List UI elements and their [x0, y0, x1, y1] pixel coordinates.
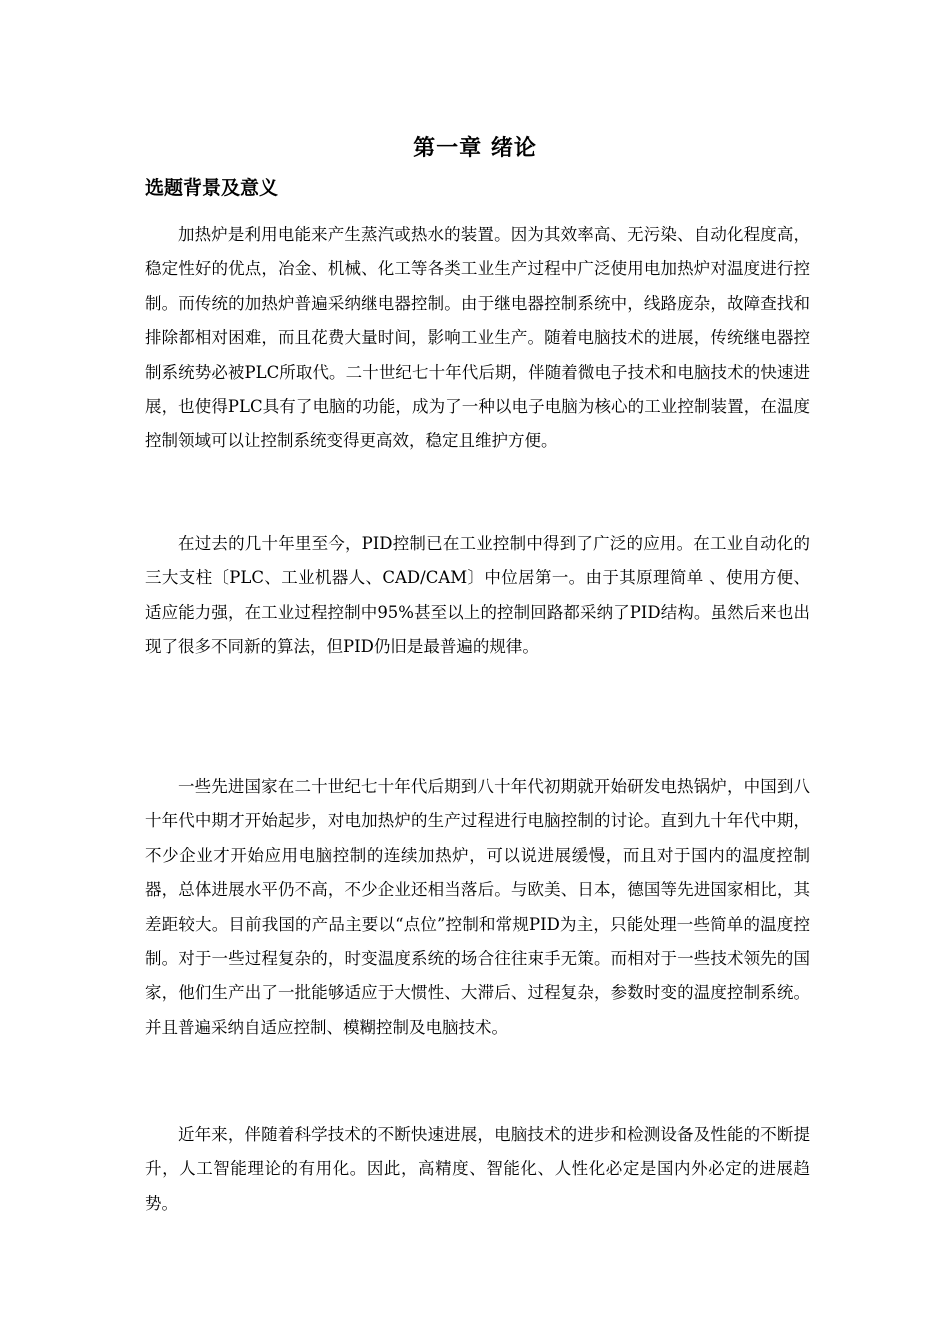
- paragraph-development-trend: 近年来，伴随着科学技术的不断快速进展，电脑技术的进步和检测设备及性能的不断提升，人工智能理论的有用化。因此，高精度、智能化、人性化必定是国内外必定的进展趋势。: [145, 1125, 810, 1213]
- section-heading: 选题背景及意义: [145, 177, 279, 199]
- paragraph-domestic-status: 一些先进国家在二十世纪七十年代后期到八十年代初期就开始研发电热锅炉，中国到八十年代中期才开始起步，对电加热炉的生产过程进行电脑控制的讨论。直到九十年代中期，不少企业才开始应用电脑控制的连续加热炉，可以说进展缓慢，而且对于国内的温度控制器，总体进展水平仍不高，不少企业还相当落后。与欧美、日本，德国等先进国家相比，其差距较大。目前我国的产品主要以“点位”控制和常规PID为主，只能处理一些简单的温度控制。对于一些过程复杂的，时变温度系统的场合往往束手无策。而相对于一些技术领先的国家，他们生产出了一批能够适应于大惯性、大滞后、过程复杂，参数时变的温度控制系统。并且普遍采纳自适应控制、模糊控制及电脑技术。: [145, 777, 810, 1037]
- chapter-title: 第一章 绪论: [413, 136, 537, 161]
- paragraph-pid-control: 在过去的几十年里至今，PID控制已在工业控制中得到了广泛的应用。在工业自动化的三大支柱〔PLC、工业机器人、CAD/CAM〕中位居第一。由于其原理简单 、使用方便、适应能力强，在工业过程控制中95%甚至以上的控制回路都采纳了PID结构。虽然后来也出现了很多不同新的算法，但PID仍旧是最普遍的规律。: [145, 534, 810, 657]
- paragraph-heating-furnace-intro: 加热炉是利用电能来产生蒸汽或热水的装置。因为其效率高、无污染、自动化程度高，稳定性好的优点，冶金、机械、化工等各类工业生产过程中广泛使用电加热炉对温度进行控制。而传统的加热炉普遍采纳继电器控制。由于继电器控制系统中，线路庞杂，故障查找和排除都相对困难，而且花费大量时间，影响工业生产。随着电脑技术的进展，传统继电器控制系统势必被PLC所取代。二十世纪七十年代后期，伴随着微电子技术和电脑技术的快速进展，也使得PLC具有了电脑的功能，成为了一种以电子电脑为核心的工业控制装置，在温度控制领域可以让控制系统变得更高效，稳定且维护方便。: [145, 225, 810, 451]
